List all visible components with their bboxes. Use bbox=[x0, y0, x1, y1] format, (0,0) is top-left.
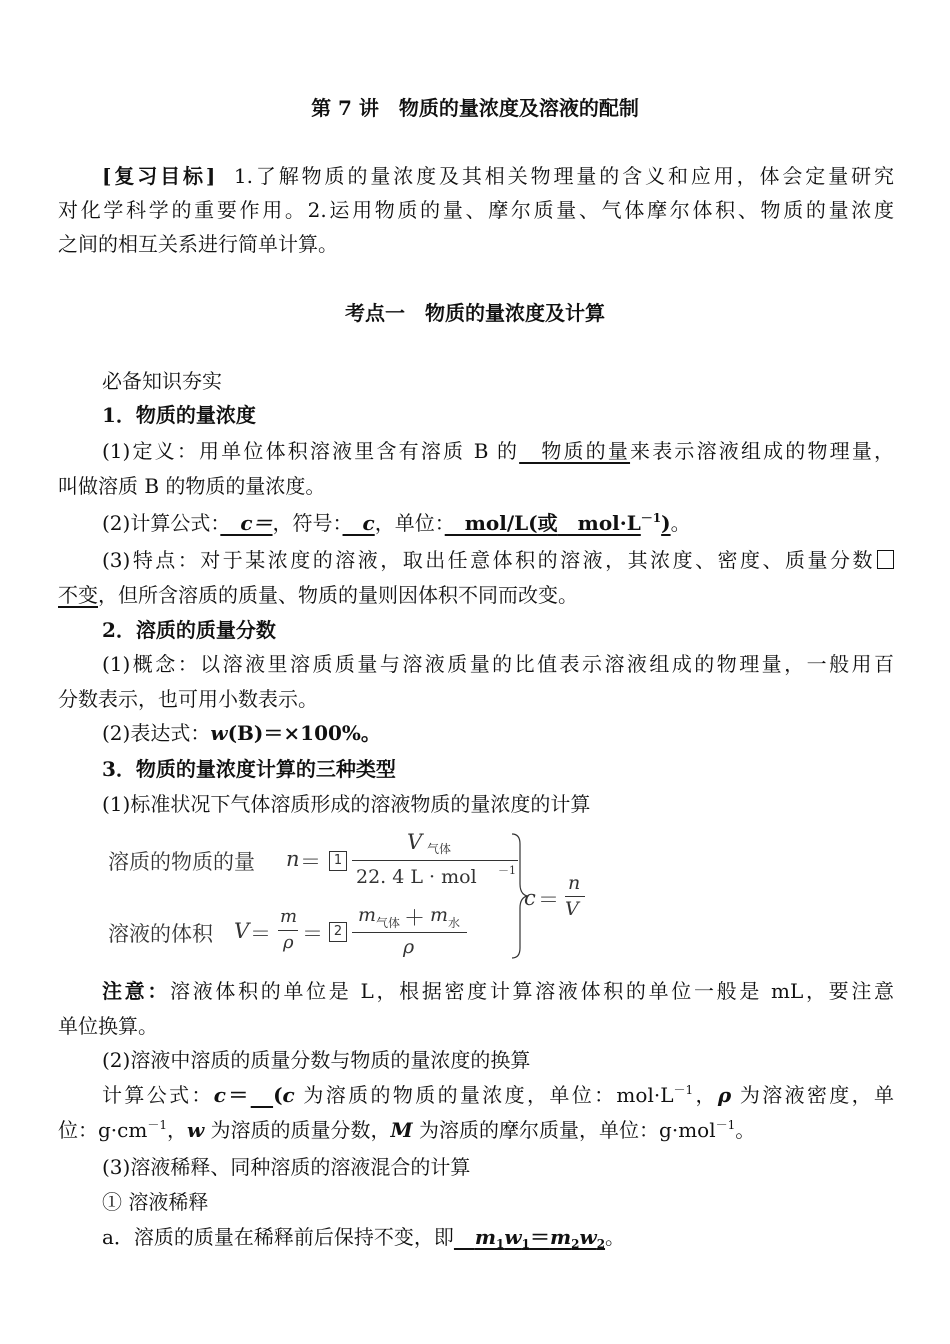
knowledge-label: 必备知识夯实 bbox=[102, 369, 222, 393]
dilution-m1: m bbox=[474, 1225, 496, 1249]
fig-row2-num-m2: m bbox=[430, 904, 449, 926]
review-goals-line-1 bbox=[102, 162, 894, 190]
s1-symbol-blank: c bbox=[342, 511, 375, 535]
s2-heading: 2．溶质的质量分数 bbox=[102, 618, 276, 642]
fig-row1-var: n bbox=[286, 847, 300, 871]
note-line-1 bbox=[102, 977, 894, 1005]
calc-sup-3: －1 bbox=[715, 1118, 736, 1132]
dilution-w1: w bbox=[504, 1225, 522, 1249]
calc-w: w bbox=[186, 1118, 205, 1142]
dilution-end: 。 bbox=[605, 1225, 626, 1249]
fig-row1-den: 22. 4 L · mol bbox=[356, 866, 477, 888]
s1-heading: 1．物质的量浓度 bbox=[102, 403, 256, 427]
calc-text-b3: ， bbox=[693, 1083, 718, 1107]
fig-row2-num-sub2: 水 bbox=[448, 916, 461, 930]
dilution-eq: ＝ bbox=[529, 1225, 550, 1249]
fig-row1-num-sub: 气体 bbox=[427, 842, 452, 856]
dilution-sub-4: 2 bbox=[596, 1237, 606, 1251]
s1-definition-line-2: 叫做溶质 B 的物质的量浓度。 bbox=[58, 474, 326, 498]
fig-row2-den: ρ bbox=[403, 936, 415, 958]
fig-row2-frac-num: m bbox=[280, 906, 298, 927]
fig-row2-label: 溶液的体积 bbox=[108, 922, 213, 946]
s3-heading: 3．物质的量浓度计算的三种类型 bbox=[102, 757, 396, 781]
fig-row1-den-sup: －1 bbox=[498, 864, 516, 877]
dilution-heading: ① 溶液稀释 bbox=[102, 1190, 209, 1214]
s1-feature-text-b: ，但所含溶质的质量、物质的量则因体积不同而改变。 bbox=[98, 583, 578, 607]
review-goals-text-1: 1.了解物质的量浓度及其相关物理量的含义和应用，体会定量研究 bbox=[233, 164, 894, 188]
calc-sup-1: －1 bbox=[673, 1083, 694, 1097]
dilution-a-blank bbox=[454, 1225, 605, 1249]
s1-unit-blank-2: mol·L bbox=[557, 511, 641, 535]
s1-feature-text-a: (3)特点：对于某浓度的溶液，取出任意体积的溶液，其浓度、密度、质量分数 bbox=[102, 548, 875, 572]
s1-feature-line-2 bbox=[58, 581, 894, 609]
s1-unit-sup: －1 bbox=[640, 511, 662, 525]
section-title: 考点一 物质的量浓度及计算 bbox=[345, 301, 605, 325]
dilution-sub-3: 2 bbox=[571, 1237, 580, 1251]
s1-formula-end: 。 bbox=[670, 511, 691, 535]
calc-rho: ρ bbox=[717, 1083, 732, 1107]
dilution-w2: w bbox=[579, 1225, 597, 1249]
fig-row2-eq-1: ＝ bbox=[250, 922, 271, 946]
calc-paren: ( bbox=[273, 1083, 283, 1107]
concentration-formula-figure bbox=[100, 826, 600, 966]
fig-right-den: V bbox=[565, 898, 579, 920]
calc-line-1 bbox=[102, 1081, 894, 1109]
note-text-a: 溶液体积的单位是 L，根据密度计算溶液体积的单位一般是 mL，要注意 bbox=[170, 979, 895, 1003]
fig-row2-fraction-bar bbox=[352, 932, 467, 933]
fig-row2-eq-2: ＝ bbox=[302, 922, 323, 946]
s3-sub2: (2)溶液中溶质的质量分数与物质的量浓度的换算 bbox=[102, 1048, 531, 1072]
calc-line2-c: 为溶质的质量分数， bbox=[204, 1118, 391, 1142]
calc-text-b4: 为溶液密度，单 bbox=[731, 1083, 895, 1107]
fig-box-1-icon: 1 bbox=[329, 851, 347, 871]
s1-formula-text-a: (2)计算公式： bbox=[102, 511, 221, 535]
fig-row2-var: V bbox=[234, 919, 250, 943]
s2-expression-line bbox=[102, 719, 894, 747]
s1-def-blank: 物质的量 bbox=[519, 439, 631, 463]
fig-row1-label: 溶质的物质的量 bbox=[108, 850, 255, 874]
s1-def-text-a: (1)定义：用单位体积溶液里含有溶质 B 的 bbox=[102, 439, 520, 463]
note-line-2: 单位换算。 bbox=[58, 1014, 158, 1038]
calc-line2-a: 位：g·cm bbox=[58, 1118, 148, 1142]
s1-feature-line-1 bbox=[102, 546, 894, 574]
fig-right-num: n bbox=[568, 872, 581, 894]
dilution-m2: m bbox=[549, 1225, 572, 1249]
lecture-title: 第 7 讲 物质的量浓度及溶液的配制 bbox=[311, 96, 639, 120]
calc-line2-b: ， bbox=[166, 1118, 187, 1142]
s3-sub3: (3)溶液稀释、同种溶质的溶液混合的计算 bbox=[102, 1155, 471, 1179]
fig-right-eq: ＝ bbox=[538, 888, 559, 912]
calc-eq: ＝ bbox=[225, 1083, 251, 1107]
s1-formula-blank: c＝ bbox=[220, 511, 273, 535]
calc-blank bbox=[251, 1083, 273, 1107]
s1-definition-line-1 bbox=[102, 437, 894, 465]
fig-row2-num-m: m bbox=[358, 904, 377, 926]
review-goals-label: [复习目标] bbox=[102, 164, 216, 188]
blank-box-icon bbox=[877, 550, 894, 569]
s3-sub1: (1)标准状况下气体溶质形成的溶液物质的量浓度的计算 bbox=[102, 792, 591, 816]
note-label: 注意： bbox=[102, 979, 171, 1003]
dilution-sub-2: 1 bbox=[521, 1237, 530, 1251]
s2-concept-line-1: (1)概念：以溶液里溶质质量与溶液质量的比值表示溶液组成的物理量，一般用百 bbox=[102, 652, 894, 676]
s2-expr-w: w bbox=[210, 721, 228, 745]
dilution-a-line bbox=[102, 1223, 894, 1251]
calc-text-a: 计算公式： bbox=[102, 1083, 214, 1107]
fig-right-c: c bbox=[524, 886, 536, 910]
calc-line2-e: 。 bbox=[735, 1118, 756, 1142]
s1-formula-line bbox=[102, 509, 894, 537]
dilution-sub-1: 1 bbox=[496, 1237, 505, 1251]
review-goals-line-3: 之间的相互关系进行简单计算。 bbox=[58, 232, 338, 256]
s1-unit-blank-1: mol/L(或 bbox=[444, 511, 558, 535]
calc-line2-d: 为溶质的摩尔质量，单位：g·mol bbox=[412, 1118, 716, 1142]
s2-expr-text-a: (2)表达式： bbox=[102, 721, 211, 745]
fig-row2-frac-den: ρ bbox=[283, 932, 294, 953]
s1-feature-blank: 不变 bbox=[58, 583, 98, 607]
fig-row2-num-sub1: 气体 bbox=[376, 916, 401, 930]
s1-unit-close: ) bbox=[661, 511, 671, 535]
calc-c2: c bbox=[282, 1083, 295, 1107]
s1-formula-text-c: ，单位： bbox=[374, 511, 445, 535]
calc-sup-2: －1 bbox=[147, 1118, 167, 1132]
calc-M: M bbox=[390, 1118, 413, 1142]
calc-c: c bbox=[213, 1083, 226, 1107]
fig-box-2-icon: 2 bbox=[329, 922, 347, 942]
dilution-a-text: a．溶质的质量在稀释前后保持不变，即 bbox=[102, 1225, 454, 1249]
fig-row2-plus: ＋ bbox=[404, 906, 425, 930]
fig-row1-num-v: V bbox=[407, 830, 423, 854]
s1-def-text-b: 来表示溶液组成的物理量， bbox=[630, 439, 895, 463]
s2-concept-line-2: 分数表示，也可用小数表示。 bbox=[58, 687, 318, 711]
review-goals-line-2: 对化学科学的重要作用。2.运用物质的量、摩尔质量、气体摩尔体积、物质的量浓度 bbox=[58, 198, 894, 222]
fig-row1-fraction-bar bbox=[352, 860, 518, 861]
fig-row1-eq: ＝ bbox=[300, 850, 321, 874]
s2-expr-text-b: (B)＝×100%。 bbox=[227, 721, 381, 745]
s1-formula-text-b: ，符号： bbox=[272, 511, 343, 535]
calc-line-2 bbox=[58, 1116, 894, 1144]
calc-text-b2: 为溶质的物质的量浓度，单位：mol·L bbox=[294, 1083, 674, 1107]
